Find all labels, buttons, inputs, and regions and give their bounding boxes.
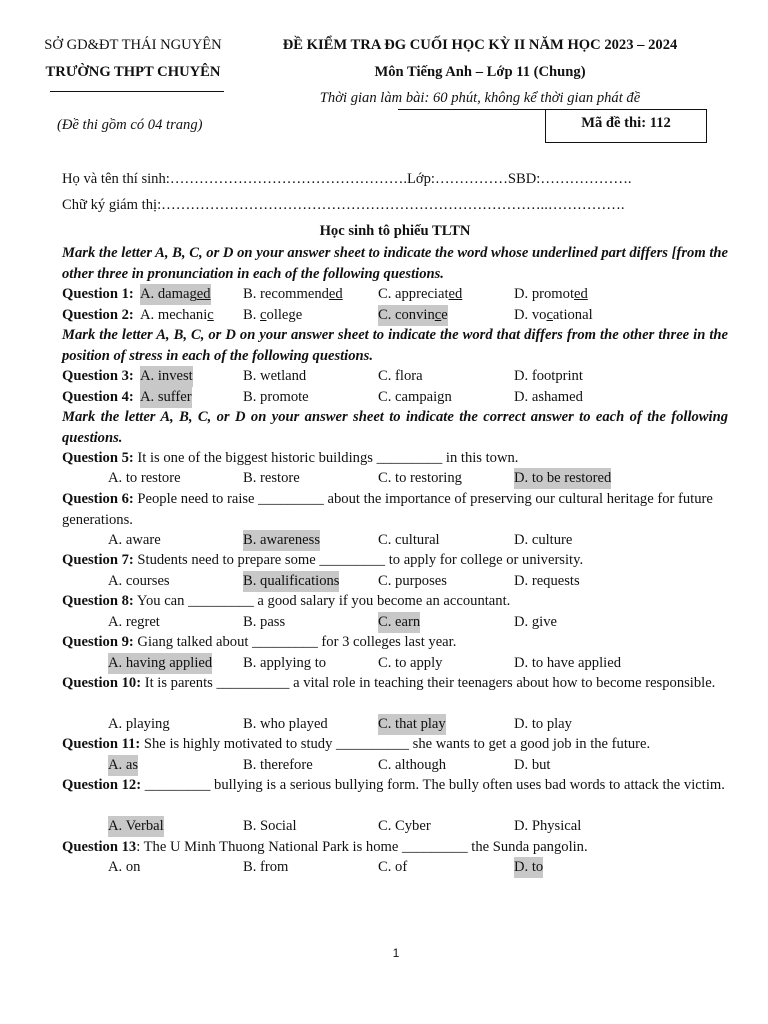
option-a: A. playing bbox=[108, 716, 170, 732]
question-label: Question 1: bbox=[62, 286, 134, 302]
question-label: Question 8: bbox=[62, 593, 134, 609]
question-10-options bbox=[62, 714, 728, 734]
question-3 bbox=[62, 366, 728, 387]
question-label: Question 13 bbox=[62, 839, 137, 855]
answer-sheet-note: Học sinh tô phiếu TLTN bbox=[319, 223, 471, 239]
question-label: Question 6: bbox=[62, 491, 134, 507]
question-13-options bbox=[62, 857, 728, 877]
option-c: C. that play bbox=[378, 714, 446, 735]
question-text: You can _________ a good salary if you become an accountant. bbox=[133, 593, 511, 609]
option-a: A. Verbal bbox=[108, 816, 164, 837]
option-a: A. as bbox=[108, 755, 138, 776]
option-a: A. courses bbox=[108, 573, 170, 589]
option-c: C. to restoring bbox=[378, 470, 462, 486]
question-6-options bbox=[62, 530, 728, 550]
question-label: Question 2: bbox=[62, 307, 134, 323]
option-c: C. appreciated bbox=[378, 286, 463, 302]
question-9 bbox=[62, 632, 728, 653]
question-label: Question 12: bbox=[62, 777, 142, 793]
option-b: B. college bbox=[243, 307, 303, 323]
option-a: A. aware bbox=[108, 532, 161, 548]
question-2 bbox=[62, 305, 728, 326]
question-11 bbox=[62, 734, 728, 755]
page-number: 1 bbox=[392, 946, 400, 960]
instruction-correct-answer: Mark the letter A, B, C, or D on your answer sheet to indicate the correct answer to each of the following questions. bbox=[62, 409, 728, 446]
instruction-stress: Mark the letter A, B, C, or D on your answer sheet to indicate the word that differs from the other three in the position of stress in each of the following questions. bbox=[62, 327, 728, 364]
option-d: D. culture bbox=[514, 532, 573, 548]
question-text: It is parents __________ a vital role in teaching their teenagers about how to become responsible. bbox=[141, 675, 716, 691]
question-text: It is one of the biggest historic buildings _________ in this town. bbox=[133, 450, 519, 466]
question-label: Question 7: bbox=[62, 552, 134, 568]
option-c: C. convince bbox=[378, 305, 448, 326]
question-text: Students need to prepare some _________ to apply for college or university. bbox=[133, 552, 584, 568]
option-a: A. to restore bbox=[108, 470, 181, 486]
question-5-options bbox=[62, 468, 728, 488]
option-c: C. to apply bbox=[378, 655, 443, 671]
department-name: SỞ GD&ĐT THÁI NGUYÊN bbox=[44, 37, 222, 53]
question-text: _________ bullying is a serious bullying form. The bully often uses bad words to attack the victim. bbox=[141, 777, 725, 793]
question-12-options bbox=[62, 816, 728, 836]
option-b: B. pass bbox=[243, 614, 286, 630]
option-d: D. to play bbox=[514, 716, 572, 732]
option-b: B. from bbox=[243, 859, 289, 875]
school-name: TRƯỜNG THPT CHUYÊN bbox=[45, 64, 221, 80]
question-8-options bbox=[62, 612, 728, 632]
exam-code: Mã đề thi: 112 bbox=[581, 115, 671, 131]
option-d: D. to be restored bbox=[514, 468, 611, 489]
option-b: B. applying to bbox=[243, 655, 327, 671]
option-b: B. Social bbox=[243, 818, 297, 834]
instruction-pronunciation: Mark the letter A, B, C, or D on your answer sheet to indicate the word whose underlined part differs [from the other three in pronunciation in each of the following questions. bbox=[62, 245, 728, 282]
option-c: C. cultural bbox=[378, 532, 440, 548]
question-12 bbox=[62, 775, 728, 796]
question-8 bbox=[62, 591, 728, 612]
pages-note: (Đề thi gồm có 04 trang) bbox=[57, 117, 203, 133]
question-11-options bbox=[62, 755, 728, 775]
option-b: B. awareness bbox=[243, 530, 320, 551]
option-b: B. therefore bbox=[243, 757, 313, 773]
header-divider bbox=[50, 91, 224, 92]
student-name-line: Họ và tên thí sinh:………………………………………….Lớp:……………SBD:………………. bbox=[62, 171, 632, 187]
option-d: D. give bbox=[514, 614, 557, 630]
option-d: D. requests bbox=[514, 573, 580, 589]
time-underline bbox=[398, 109, 545, 110]
question-label: Question 10: bbox=[62, 675, 142, 691]
option-b: B. promote bbox=[243, 389, 309, 405]
question-6 bbox=[62, 489, 728, 530]
question-label: Question 5: bbox=[62, 450, 134, 466]
option-d: D. but bbox=[514, 757, 551, 773]
option-a: A. regret bbox=[108, 614, 160, 630]
question-10 bbox=[62, 673, 728, 694]
option-d: D. ashamed bbox=[514, 389, 583, 405]
question-label: Question 4: bbox=[62, 389, 134, 405]
option-b: B. recommended bbox=[243, 286, 343, 302]
exam-time: Thời gian làm bài: 60 phút, không kể thời gian phát đề bbox=[319, 90, 641, 106]
question-5 bbox=[62, 448, 728, 469]
option-d: D. footprint bbox=[514, 368, 583, 384]
question-7 bbox=[62, 550, 728, 571]
option-b: B. qualifications bbox=[243, 571, 339, 592]
proctor-signature-line: Chữ ký giám thị:……………………………………………………………………..……………. bbox=[62, 197, 625, 213]
option-c: C. earn bbox=[378, 612, 420, 633]
option-d: D. to have applied bbox=[514, 655, 621, 671]
option-c: C. campaign bbox=[378, 389, 452, 405]
question-13 bbox=[62, 837, 728, 858]
option-a: A. invest bbox=[140, 366, 193, 387]
option-d: D. vocational bbox=[514, 307, 593, 323]
question-7-options bbox=[62, 571, 728, 591]
exam-title: ĐỀ KIỂM TRA ĐG CUỐI HỌC KỲ II NĂM HỌC 2023 – 2024 bbox=[282, 37, 678, 53]
exam-subject: Môn Tiếng Anh – Lớp 11 (Chung) bbox=[374, 64, 586, 80]
option-c: C. of bbox=[378, 859, 408, 875]
option-b: B. who played bbox=[243, 716, 328, 732]
question-text: Giang talked about _________ for 3 colleges last year. bbox=[133, 634, 457, 650]
option-d: D. to bbox=[514, 857, 543, 878]
option-c: C. purposes bbox=[378, 573, 447, 589]
option-c: C. flora bbox=[378, 368, 423, 384]
question-text: : The U Minh Thuong National Park is home _________ the Sunda pangolin. bbox=[136, 839, 588, 855]
question-4 bbox=[62, 387, 728, 408]
option-c: C. although bbox=[378, 757, 447, 773]
option-d: D. Physical bbox=[514, 818, 582, 834]
option-a: A. on bbox=[108, 859, 141, 875]
option-b: B. wetland bbox=[243, 368, 307, 384]
exam-code-box bbox=[545, 109, 707, 143]
option-a: A. mechanic bbox=[140, 307, 214, 323]
question-label: Question 9: bbox=[62, 634, 134, 650]
question-1 bbox=[62, 284, 728, 305]
question-label: Question 11: bbox=[62, 736, 141, 752]
question-text: People need to raise _________ about the importance of preserving our cultural heritage for future generations. bbox=[62, 491, 713, 528]
option-d: D. promoted bbox=[514, 286, 588, 302]
option-c: C. Cyber bbox=[378, 818, 431, 834]
question-9-options bbox=[62, 653, 728, 673]
option-a: A. having applied bbox=[108, 653, 212, 674]
question-text: She is highly motivated to study __________ she wants to get a good job in the future. bbox=[140, 736, 651, 752]
option-b: B. restore bbox=[243, 470, 300, 486]
option-a: A. damaged bbox=[140, 284, 211, 305]
question-label: Question 3: bbox=[62, 368, 134, 384]
option-a: A. suffer bbox=[140, 387, 192, 408]
